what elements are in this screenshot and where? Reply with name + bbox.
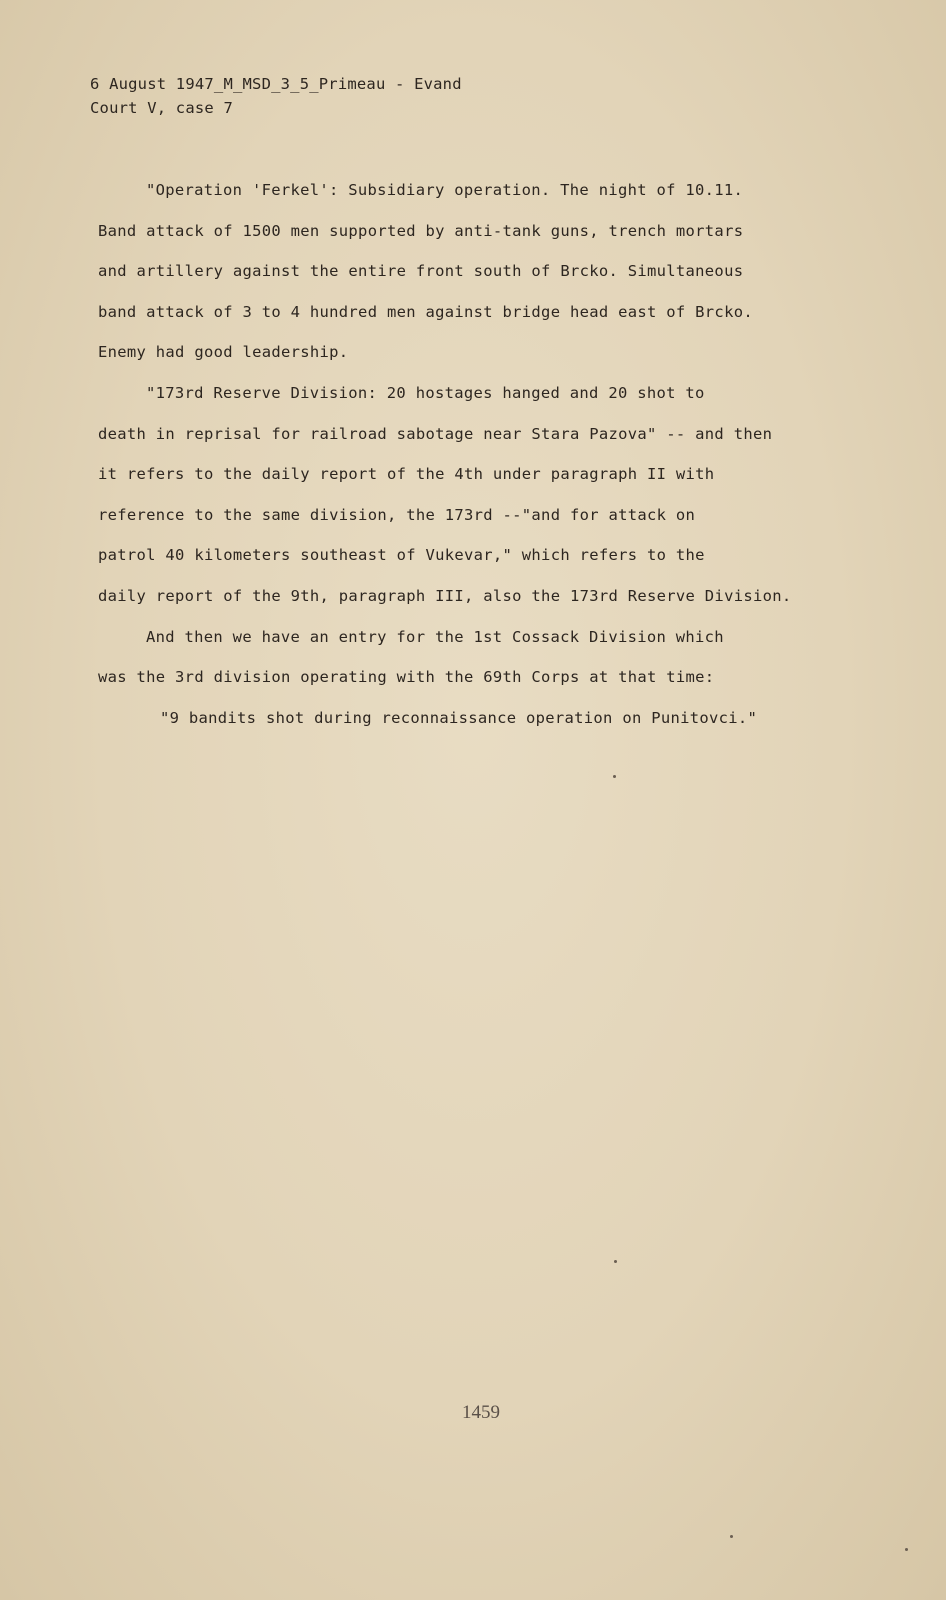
text-line: and artillery against the entire front south of Brcko. Simultaneous — [98, 262, 744, 281]
text-line: "Operation 'Ferkel': Subsidiary operation. The night of 10.11. — [146, 181, 744, 199]
paper-speck — [905, 1548, 908, 1551]
header-court-line: Court V, case 7 — [90, 99, 233, 117]
text-line: was the 3rd division operating with the 69th Corps at that time: — [98, 668, 715, 687]
text-line: death in reprisal for railroad sabotage near Stara Pazova" -- and then — [98, 424, 773, 443]
text-line: patrol 40 kilometers southeast of Vukevar," which refers to the — [98, 546, 705, 565]
transcript-body — [98, 170, 838, 738]
text-line: band attack of 3 to 4 hundred men against bridge head east of Brcko. — [98, 302, 753, 321]
text-line: Band attack of 1500 men supported by anti-tank guns, trench mortars — [98, 221, 744, 240]
text-line: "173rd Reserve Division: 20 hostages hanged and 20 shot to — [146, 383, 705, 402]
text-line: "9 bandits shot during reconnaissance operation on Punitovci." — [160, 708, 758, 727]
text-line: it refers to the daily report of the 4th under paragraph II with — [98, 465, 715, 484]
paper-speck — [730, 1535, 733, 1538]
page-number: 1459 — [462, 1402, 500, 1423]
text-line: reference to the same division, the 173rd --"and for attack on — [98, 505, 696, 524]
text-line: Enemy had good leadership. — [98, 343, 349, 362]
paper-speck — [614, 1260, 617, 1263]
header-date-line: 6 August 1947_M_MSD_3_5_Primeau - Evand — [90, 75, 462, 93]
document-header — [90, 72, 462, 120]
text-line: daily report of the 9th, paragraph III, also the 173rd Reserve Division. — [98, 586, 792, 605]
paper-speck — [613, 775, 616, 778]
text-line: And then we have an entry for the 1st Cossack Division which — [146, 627, 724, 646]
